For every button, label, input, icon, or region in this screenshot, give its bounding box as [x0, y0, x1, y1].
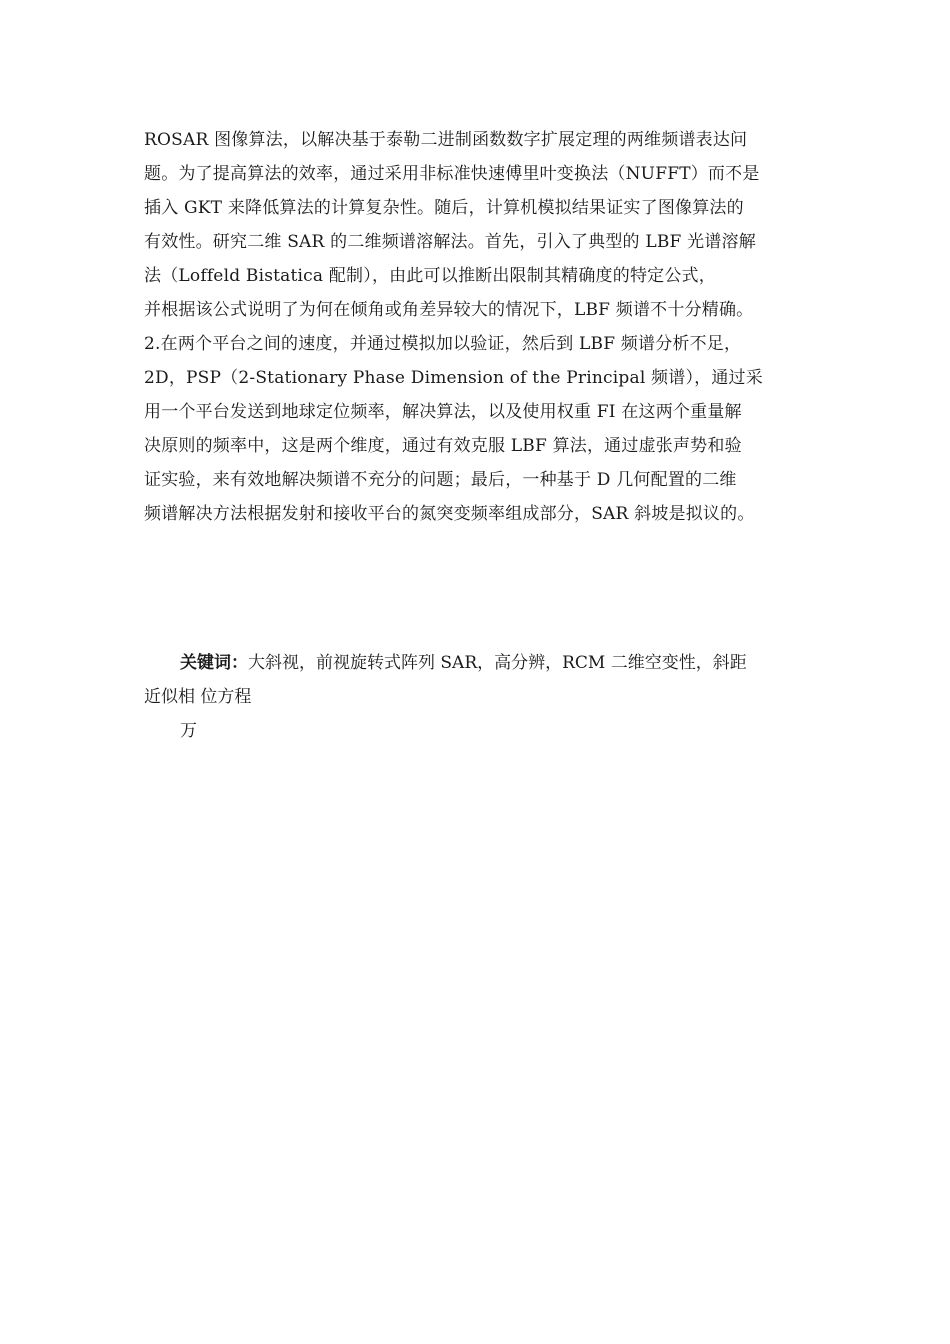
abstract-line: 有效性。研究二维 SAR 的二维频谱溶解法。首先，引入了典型的 LBF 光谱溶解 [144, 232, 756, 252]
abstract-body [144, 123, 834, 531]
keywords-line-3: 万 [180, 721, 197, 741]
keywords-label: 关键词： [180, 653, 248, 673]
abstract-line: ROSAR 图像算法，以解决基于泰勒二进制函数数字扩展定理的两维频谱表达问 [144, 130, 748, 150]
abstract-line: 证实验，来有效地解决频谱不充分的问题；最后，一种基于 D 几何配置的二维 [144, 470, 737, 490]
abstract-line: 插入 GKT 来降低算法的计算复杂性。随后，计算机模拟结果证实了图像算法的 [144, 198, 744, 218]
abstract-line: 并根据该公式说明了为何在倾角或角差异较大的情况下，LBF 频谱不十分精确。 [144, 300, 754, 320]
abstract-line: 决原则的频率中，这是两个维度，通过有效克服 LBF 算法，通过虚张声势和验 [144, 436, 742, 456]
abstract-line: 频谱解决方法根据发射和接收平台的氮突变频率组成部分，SAR 斜坡是拟议的。 [144, 504, 755, 524]
keywords-line-2: 近似相 位方程 [144, 687, 252, 707]
keywords-line-1 [144, 646, 834, 680]
abstract-line: 题。为了提高算法的效率，通过采用非标准快速傅里叶变换法（NUFFT）而不是 [144, 164, 760, 184]
abstract-line: 用一个平台发送到地球定位频率，解决算法，以及使用权重 FI 在这两个重量解 [144, 402, 742, 422]
abstract-line: 2D，PSP（2-Stationary Phase Dimension of the Principal 频谱），通过采 [144, 368, 763, 388]
keywords-section [144, 646, 834, 748]
keywords-text: 大斜视，前视旋转式阵列 SAR，高分辨，RCM 二维空变性，斜距 [248, 653, 747, 673]
abstract-line: 法（Loffeld Bistatica 配制），由此可以推断出限制其精确度的特定公式， [144, 266, 716, 286]
abstract-line: 2.在两个平台之间的速度，并通过模拟加以验证，然后到 LBF 频谱分析不足， [144, 334, 742, 354]
